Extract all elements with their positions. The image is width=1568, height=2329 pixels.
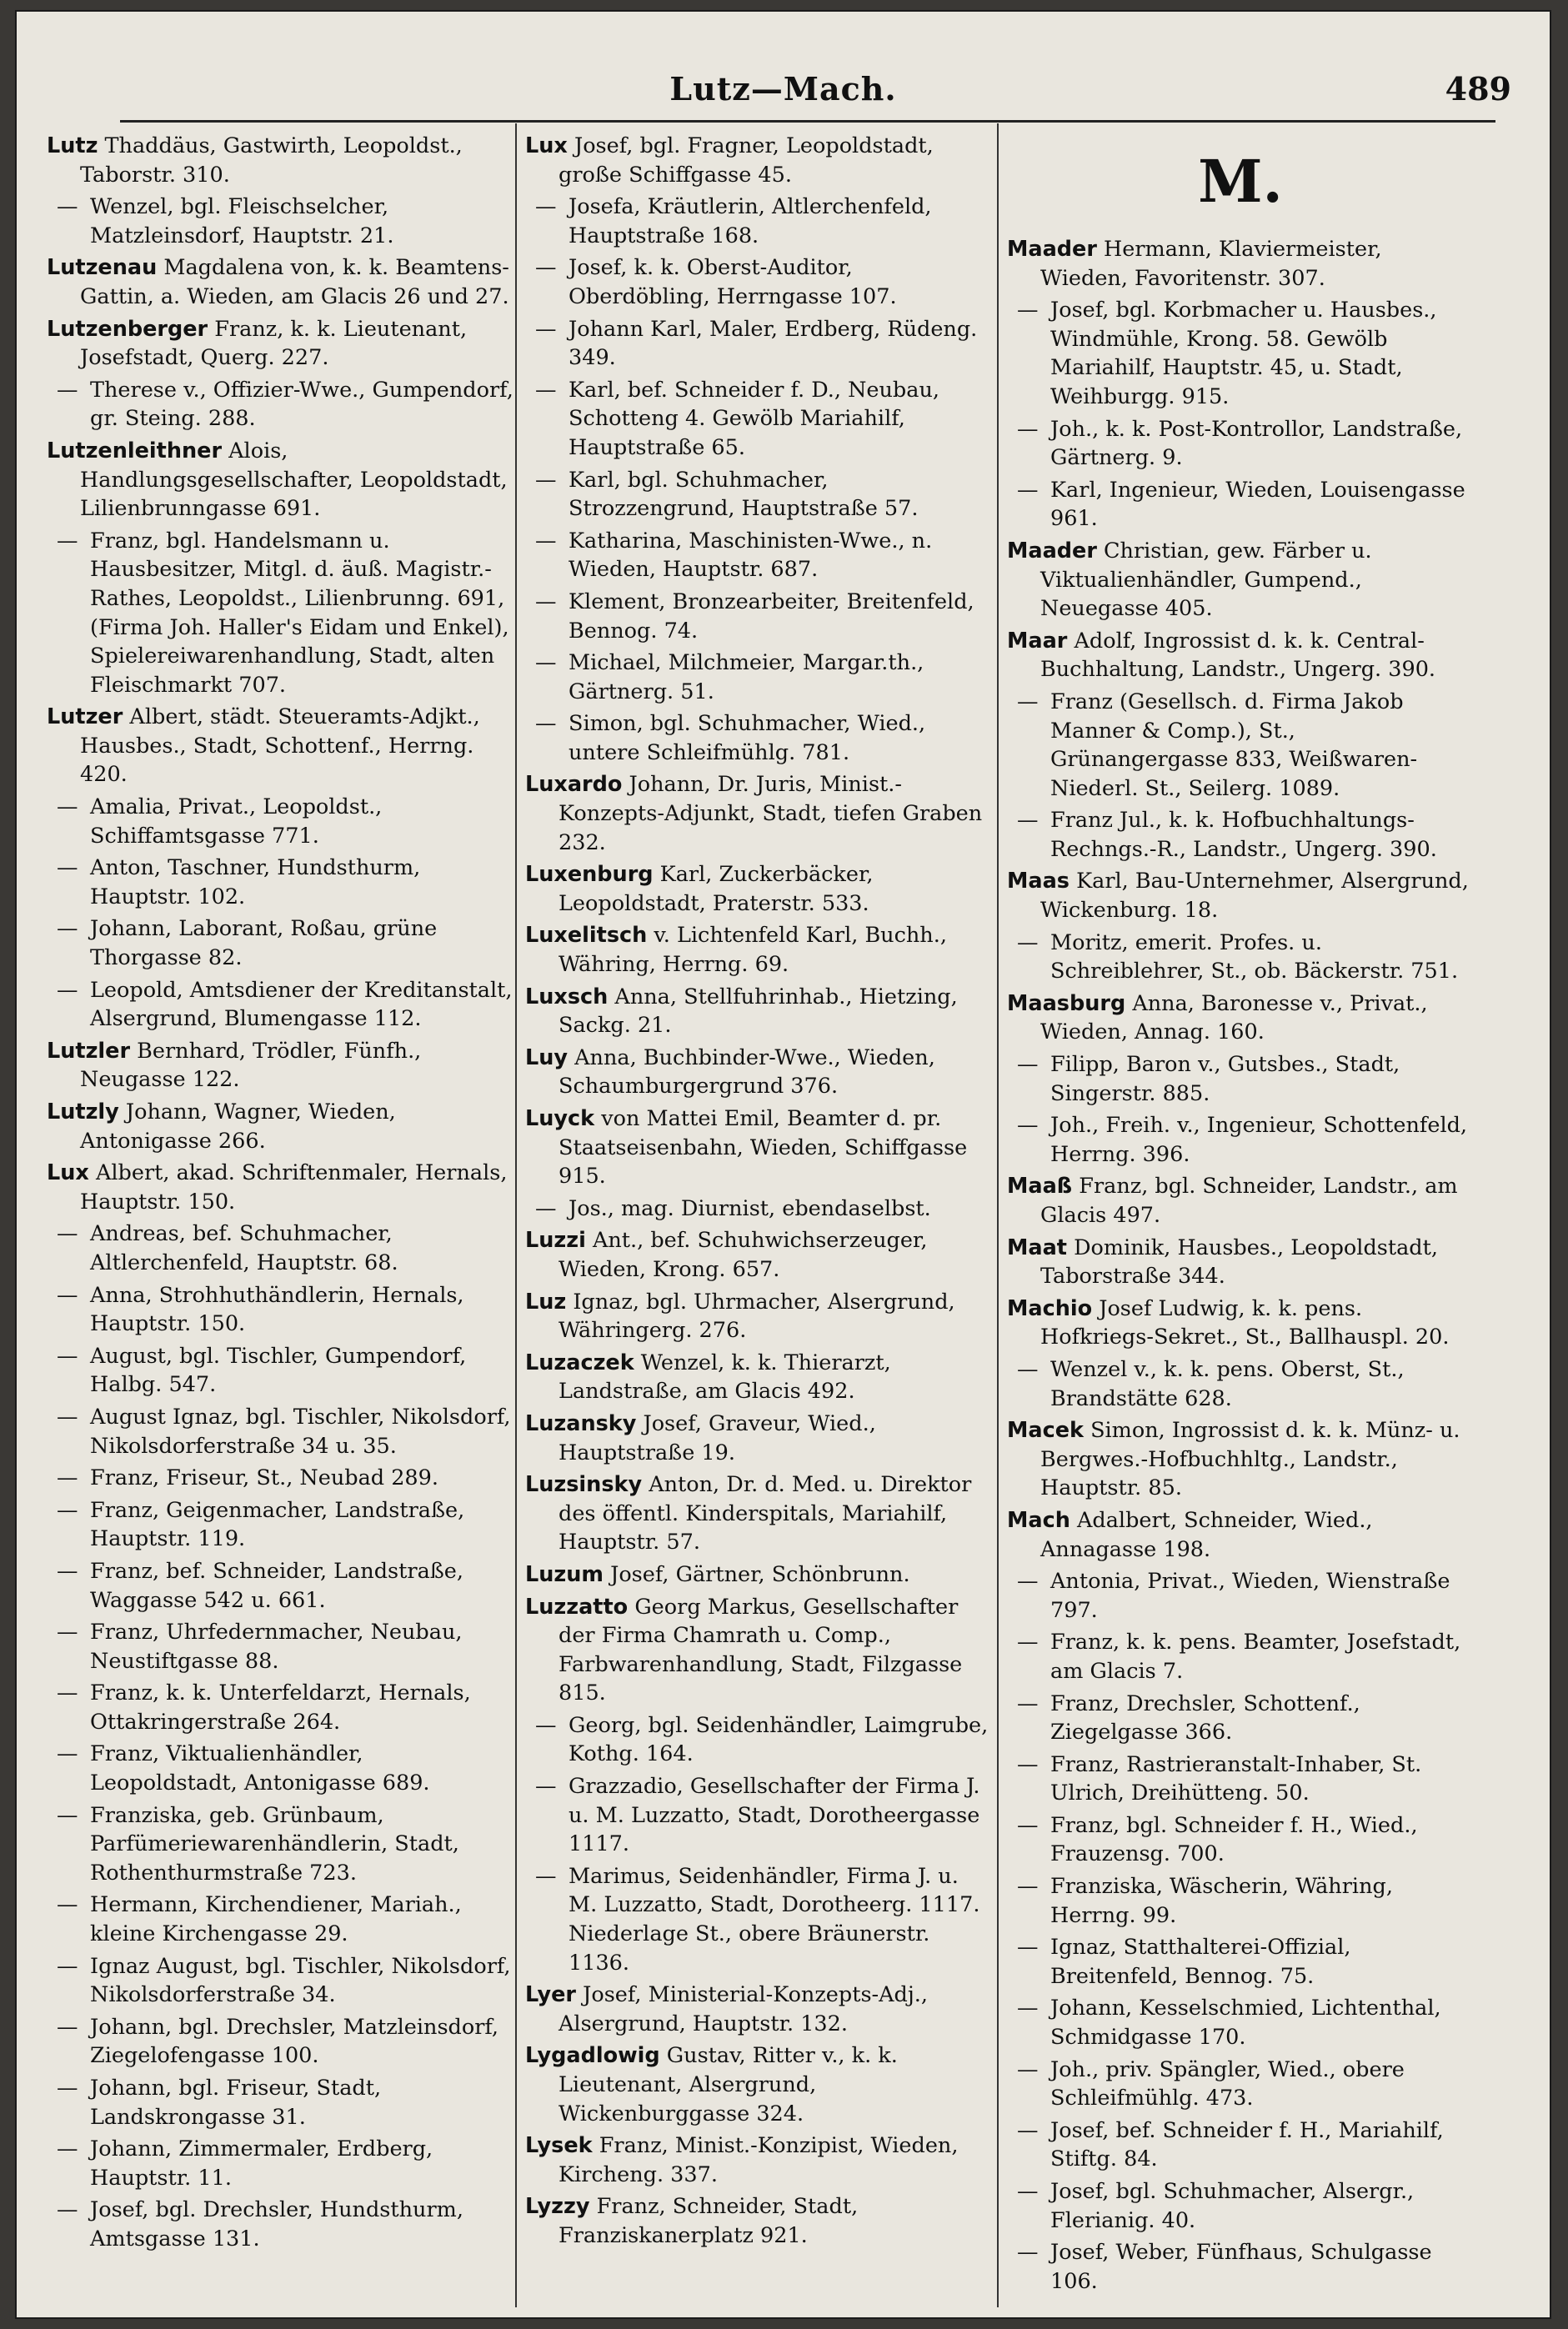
directory-entry	[1007, 537, 1474, 624]
entry-text: Bernhard, Trödler, Fünfh., Neugasse 122.	[80, 1038, 422, 1093]
directory-entry	[47, 527, 513, 700]
directory-page	[15, 10, 1551, 2319]
ditto-dash: —	[535, 1863, 557, 1889]
entry-text: Franziska, geb. Grünbaum, Parfümeriewarenhändlerin, Stadt, Rothenthurmstraße 723.	[90, 1802, 459, 1886]
entry-surname: Maasburg	[1007, 990, 1126, 1016]
entry-text: Georg, bgl. Seidenhändler, Laimgrube, Kothg. 164.	[569, 1712, 989, 1767]
directory-entry	[525, 1862, 992, 1977]
entry-text: Josef, bgl. Drechsler, Hundsthurm, Amtsgasse 131.	[90, 2197, 463, 2251]
directory-entry	[47, 2196, 513, 2253]
entry-surname: Luzsinsky	[525, 1472, 643, 1498]
entry-surname: Luyck	[525, 1106, 595, 1131]
entry-text: Adalbert, Schneider, Wied., Annagasse 198.	[1040, 1507, 1373, 1562]
entry-text: Therese v., Offizier-Wwe., Gumpendorf, gr. Steing. 288.	[90, 377, 513, 432]
entry-text: Ignaz August, bgl. Tischler, Nikolsdorf, Nikolsdorferstraße 34.	[90, 1953, 511, 2008]
directory-entry	[47, 914, 513, 972]
directory-entry	[47, 376, 513, 433]
directory-entry	[525, 1981, 992, 2038]
directory-entry	[525, 1349, 992, 1406]
entry-text: Jos., mag. Diurnist, ebendaselbst.	[569, 1195, 931, 1221]
directory-entry	[1007, 1751, 1474, 1808]
ditto-dash: —	[57, 916, 78, 942]
ditto-dash: —	[535, 1195, 557, 1221]
entry-text: Hermann, Klaviermeister, Wieden, Favoritenstr. 307.	[1040, 237, 1382, 291]
ditto-dash: —	[57, 1620, 78, 1645]
directory-entry	[1007, 476, 1474, 533]
ditto-dash: —	[1017, 929, 1039, 955]
entry-text: Christian, gew. Färber u. Viktualienhändler, Gumpend., Neuegasse 405.	[1040, 538, 1372, 622]
directory-entry	[1007, 867, 1474, 924]
ditto-dash: —	[57, 1741, 78, 1767]
ditto-dash: —	[535, 377, 557, 403]
entry-text: Simon, bgl. Schuhmacher, Wied., untere Schleifmühlg. 781.	[569, 711, 926, 765]
entry-text: Simon, Ingrossist d. k. k. Münz- u. Bergwes.-Hofbuchhltg., Landstr., Hauptstr. 85.	[1040, 1418, 1460, 1501]
entry-text: Franz Jul., k. k. Hofbuchhaltungs-Rechngs.-R., Landstr., Ungerg. 390.	[1050, 808, 1437, 862]
entry-surname: Maader	[1007, 237, 1097, 262]
entry-text: Marimus, Seidenhändler, Firma J. u. M. Luzzatto, Stadt, Dorotheerg. 1117. Niederlage St., obere Bräunerstr. 1136.	[569, 1863, 980, 1976]
entry-text: Franz, Drechsler, Schottenf., Ziegelgasse 366.	[1050, 1690, 1360, 1745]
entry-text: Franz, Friseur, St., Neubad 289.	[90, 1465, 438, 1491]
page-header	[15, 70, 1551, 120]
entry-text: Joh., k. k. Post-Kontrollor, Landstraße, Gärtnerg. 9.	[1050, 416, 1463, 471]
column-2	[525, 132, 992, 2254]
entry-surname: Mach	[1007, 1507, 1070, 1533]
ditto-dash: —	[1017, 1751, 1039, 1777]
ditto-dash: —	[535, 650, 557, 676]
header-rule	[120, 120, 1495, 123]
entry-text: Josef, bef. Schneider f. H., Mariahilf, Stiftg. 84.	[1050, 2117, 1444, 2172]
directory-entry	[47, 854, 513, 911]
directory-entry	[47, 2074, 513, 2131]
directory-entry	[525, 1226, 992, 1284]
directory-entry	[47, 1740, 513, 1797]
entry-surname: Luxardo	[525, 772, 623, 798]
directory-entry	[47, 1220, 513, 1277]
entry-text: Ant., bef. Schuhwichserzeuger, Wieden, Krong. 657.	[559, 1228, 928, 1282]
directory-entry	[525, 1195, 992, 1224]
ditto-dash: —	[1017, 477, 1039, 503]
entry-surname: Luxsch	[525, 984, 609, 1009]
ditto-dash: —	[1017, 2117, 1039, 2143]
directory-entry	[47, 253, 513, 311]
directory-entry	[1007, 1933, 1474, 1991]
directory-entry	[525, 860, 992, 918]
entry-text: Wenzel v., k. k. pens. Oberst, St., Brandstätte 628.	[1050, 1356, 1405, 1411]
directory-entry	[525, 2041, 992, 2128]
entry-text: August, bgl. Tischler, Gumpendorf, Halbg. 547.	[90, 1343, 467, 1398]
entry-text: Anton, Dr. d. Med. u. Direktor des öffentl. Kinderspitals, Mariahilf, Hauptstr. 57.	[559, 1472, 972, 1555]
entry-surname: Lux	[525, 133, 568, 158]
entry-text: Anna, Buchbinder-Wwe., Wieden, Schaumburgergrund 376.	[559, 1044, 935, 1099]
directory-entry	[525, 253, 992, 311]
entry-text: Andreas, bef. Schuhmacher, Altlerchenfeld, Hauptstr. 68.	[90, 1221, 398, 1275]
directory-entry	[1007, 235, 1474, 293]
directory-entry	[1007, 688, 1474, 803]
directory-entry	[525, 709, 992, 767]
ditto-dash: —	[535, 194, 557, 220]
entry-text: Franz (Gesellsch. d. Firma Jakob Manner & Comp.), St., Grünangergasse 833, Weißwaren-Niederl. St., Seilerg. 1089.	[1050, 689, 1418, 801]
ditto-dash: —	[1017, 2056, 1039, 2082]
entry-surname: Maaß	[1007, 1174, 1073, 1200]
entry-surname: Lutzler	[47, 1038, 131, 1064]
entry-surname: Luxenburg	[525, 862, 654, 888]
entry-text: Franz, Schneider, Stadt, Franziskanerplatz 921.	[559, 2194, 859, 2248]
entry-text: Franz, bgl. Handelsmann u. Hausbesitzer, Mitgl. d. äuß. Magistr.-Rathes, Leopoldst., Lilienbrunng. 691, (Firma Joh. Haller's Eidam und Enkel), Spielereiwarenhandlung, Stadt, alten Fleischmarkt 707.	[90, 528, 509, 698]
section-letter-heading: M.	[1198, 147, 1283, 216]
directory-entry	[47, 1557, 513, 1615]
entry-text: Franz, bgl. Schneider, Landstr., am Glacis 497.	[1040, 1174, 1458, 1228]
entry-text: Josef, bgl. Fragner, Leopoldstadt, große Schiffgasse 45.	[559, 133, 934, 188]
column-3	[1007, 132, 1474, 2299]
directory-entry	[47, 793, 513, 850]
directory-entry	[1007, 1506, 1474, 1564]
directory-entry	[525, 315, 992, 373]
directory-entry	[47, 2013, 513, 2071]
directory-entry	[47, 2135, 513, 2192]
entry-surname: Lutzenberger	[47, 316, 208, 342]
directory-entry	[525, 376, 992, 463]
entry-text: Franz, bef. Schneider, Landstraße, Waggasse 542 u. 661.	[90, 1558, 464, 1613]
column-divider	[515, 123, 517, 2307]
page-number: 489	[1445, 70, 1511, 108]
entry-text: Ignaz, bgl. Uhrmacher, Alsergrund, Währingerg. 276.	[559, 1289, 955, 1344]
directory-entry	[47, 1952, 513, 2010]
entry-surname: Maas	[1007, 869, 1070, 894]
directory-entry	[525, 1410, 992, 1467]
ditto-dash: —	[1017, 689, 1039, 714]
directory-entry	[47, 132, 513, 189]
ditto-dash: —	[535, 1712, 557, 1738]
ditto-dash: —	[535, 528, 557, 553]
directory-entry	[525, 1593, 992, 1708]
directory-entry	[525, 1560, 992, 1590]
entry-text: Josef, bgl. Korbmacher u. Hausbes., Windmühle, Krong. 58. Gewölb Mariahilf, Hauptstr. 45, u. Stadt, Weihburgg. 915.	[1050, 298, 1437, 409]
directory-entry	[1007, 2177, 1474, 2235]
directory-entry	[1007, 1355, 1474, 1413]
directory-entry	[525, 1288, 992, 1345]
ditto-dash: —	[535, 467, 557, 493]
ditto-dash: —	[1017, 298, 1039, 323]
ditto-dash: —	[57, 1282, 78, 1308]
ditto-dash: —	[57, 2014, 78, 2040]
entry-text: Franz, Viktualienhändler, Leopoldstadt, Antonigasse 689.	[90, 1741, 430, 1796]
ditto-dash: —	[1017, 416, 1039, 442]
entry-text: Josef, k. k. Oberst-Auditor, Oberdöbling, Herrngasse 107.	[569, 255, 897, 309]
entry-text: Josef, Weber, Fünfhaus, Schulgasse 106.	[1050, 2240, 1432, 2294]
entry-text: Magdalena von, k. k. Beamtens-Gattin, a. Wieden, am Glacis 26 und 27.	[80, 255, 509, 309]
entry-surname: Luzaczek	[525, 1350, 634, 1375]
entry-surname: Lysek	[525, 2133, 593, 2159]
entry-text: Alois, Handlungsgesellschafter, Leopoldstadt, Lilienbrunngasse 691.	[80, 438, 508, 522]
directory-entry	[525, 2192, 992, 2250]
directory-entry	[1007, 415, 1474, 473]
directory-entry	[525, 527, 992, 584]
ditto-dash: —	[1017, 1690, 1039, 1716]
ditto-dash: —	[57, 1343, 78, 1369]
entry-text: Franz, Rastrieranstalt-Inhaber, St. Ulrich, Dreihütteng. 50.	[1050, 1751, 1422, 1806]
ditto-dash: —	[1017, 2240, 1039, 2266]
directory-entry	[525, 588, 992, 645]
entry-text: Josef, Gärtner, Schönbrunn.	[610, 1561, 910, 1587]
ditto-dash: —	[1017, 1874, 1039, 1900]
directory-entry	[1007, 296, 1474, 411]
directory-entry	[1007, 929, 1474, 986]
directory-entry	[525, 1044, 992, 1101]
ditto-dash: —	[57, 1404, 78, 1430]
entry-text: Franziska, Wäscherin, Währing, Herrng. 99.	[1050, 1874, 1393, 1928]
ditto-dash: —	[1017, 1356, 1039, 1382]
directory-entry	[47, 193, 513, 250]
entry-text: Katharina, Maschinisten-Wwe., n. Wieden, Hauptstr. 687.	[569, 528, 933, 583]
ditto-dash: —	[1017, 1052, 1039, 1078]
entry-text: Franz, Minist.-Konzipist, Wieden, Kircheng. 337.	[559, 2133, 959, 2187]
directory-entry	[47, 437, 513, 523]
directory-entry	[47, 1037, 513, 1094]
entry-text: Hermann, Kirchendiener, Mariah., kleine Kirchengasse 29.	[90, 1892, 462, 1947]
entry-text: Johann, Laborant, Roßau, grüne Thorgasse 82.	[90, 916, 438, 971]
directory-entry	[525, 1772, 992, 1859]
ditto-dash: —	[57, 377, 78, 403]
directory-entry	[47, 1342, 513, 1400]
entry-surname: Lutzenau	[47, 255, 158, 281]
entry-text: Johann, bgl. Drechsler, Matzleinsdorf, Ziegelofengasse 100.	[90, 2014, 499, 2069]
directory-entry	[525, 921, 992, 979]
directory-entry	[1007, 1416, 1474, 1503]
directory-entry	[47, 1159, 513, 1216]
entry-text: Josefa, Kräutlerin, Altlerchenfeld, Hauptstraße 168.	[569, 194, 932, 248]
entry-text: Karl, Ingenieur, Wieden, Louisengasse 961.	[1050, 477, 1465, 532]
entry-surname: Lutzly	[47, 1099, 119, 1124]
ditto-dash: —	[57, 794, 78, 820]
directory-entry	[1007, 1872, 1474, 1930]
directory-entry	[525, 2131, 992, 2189]
directory-entry	[525, 983, 992, 1040]
entry-text: Josef, Ministerial-Konzepts-Adj., Alsergrund, Hauptstr. 132.	[559, 1982, 929, 2036]
directory-entry	[1007, 1690, 1474, 1747]
entry-text: Grazzadio, Gesellschafter der Firma J. u. M. Luzzatto, Stadt, Dorotheergasse 1117.	[569, 1774, 980, 1857]
entry-surname: Lyzzy	[525, 2194, 590, 2220]
entry-text: Johann, Zimmermaler, Erdberg, Hauptstr. 11.	[90, 2136, 433, 2191]
entry-text: Karl, bgl. Schuhmacher, Strozzengrund, Hauptstraße 57.	[569, 467, 919, 522]
entry-text: Klement, Bronzearbeiter, Breitenfeld, Bennog. 74.	[569, 589, 974, 644]
entry-text: Wenzel, bgl. Fleischselcher, Matzleinsdorf, Hauptstr. 21.	[90, 194, 394, 248]
entry-text: Karl, Bau-Unternehmer, Alsergrund, Wickenburg. 18.	[1040, 869, 1469, 924]
entry-text: Johann, Kesselschmied, Lichtenthal, Schmidgasse 170.	[1050, 1996, 1441, 2051]
entry-text: Johann, Wagner, Wieden, Antonigasse 266.	[80, 1099, 396, 1154]
directory-entry	[525, 132, 992, 189]
ditto-dash: —	[57, 1558, 78, 1584]
entry-text: Filipp, Baron v., Gutsbes., Stadt, Singerstr. 885.	[1050, 1052, 1400, 1106]
ditto-dash: —	[57, 2076, 78, 2101]
entry-text: Anna, Strohhuthändlerin, Hernals, Hauptstr. 150.	[90, 1282, 464, 1337]
entry-text: Antonia, Privat., Wieden, Wienstraße 797.	[1050, 1569, 1450, 1623]
ditto-dash: —	[57, 1680, 78, 1706]
entry-surname: Lutz	[47, 133, 98, 158]
entry-surname: Lyer	[525, 1982, 577, 2008]
entry-surname: Lutzenleithner	[47, 438, 223, 463]
directory-entry	[47, 1891, 513, 1948]
ditto-dash: —	[57, 528, 78, 553]
ditto-dash: —	[535, 255, 557, 281]
entry-text: Johann, Dr. Juris, Minist.-Konzepts-Adjunkt, Stadt, tiefen Graben 232.	[559, 772, 983, 855]
entry-text: Gustav, Ritter v., k. k. Lieutenant, Alsergrund, Wickenburggasse 324.	[559, 2043, 898, 2126]
entry-text: Thaddäus, Gastwirth, Leopoldst., Taborstr. 310.	[80, 133, 463, 188]
entry-surname: Lutzer	[47, 704, 123, 730]
ditto-dash: —	[535, 711, 557, 737]
ditto-dash: —	[535, 589, 557, 614]
entry-text: Adolf, Ingrossist d. k. k. Central-Buchhaltung, Landstr., Ungerg. 390.	[1040, 628, 1436, 683]
entry-text: Franz, Geigenmacher, Landstraße, Hauptstr. 119.	[90, 1497, 465, 1552]
directory-entry	[47, 976, 513, 1034]
entry-text: Josef Ludwig, k. k. pens. Hofkriegs-Sekret., St., Ballhauspl. 20.	[1040, 1295, 1450, 1350]
entry-surname: Macek	[1007, 1418, 1084, 1444]
entry-text: Johann Karl, Maler, Erdberg, Rüdeng. 349.	[569, 316, 978, 371]
running-title: Lutz—Mach.	[669, 70, 897, 108]
directory-entry	[525, 770, 992, 857]
entry-text: Franz, k. k. Unterfeldarzt, Hernals, Ottakringerstraße 264.	[90, 1680, 471, 1735]
column-1	[47, 132, 513, 2257]
entry-surname: Luz	[525, 1289, 567, 1315]
entry-text: Amalia, Privat., Leopoldst., Schiffamtsgasse 771.	[90, 794, 383, 849]
ditto-dash: —	[1017, 808, 1039, 834]
entry-text: Michael, Milchmeier, Margar.th., Gärtnerg. 51.	[569, 650, 924, 704]
directory-entry	[47, 1496, 513, 1554]
directory-entry	[1007, 1811, 1474, 1869]
ditto-dash: —	[1017, 1935, 1039, 1961]
directory-entry	[525, 1711, 992, 1769]
ditto-dash: —	[57, 1953, 78, 1979]
ditto-dash: —	[57, 1221, 78, 1247]
entry-text: Josef, bgl. Schuhmacher, Alsergr., Flerianig. 40.	[1050, 2179, 1415, 2233]
entry-text: Dominik, Hausbes., Leopoldstadt, Taborstraße 344.	[1040, 1235, 1438, 1290]
directory-entry	[1007, 1628, 1474, 1685]
entry-surname: Lux	[47, 1160, 89, 1186]
entry-text: Wenzel, k. k. Thierarzt, Landstraße, am Glacis 492.	[559, 1350, 891, 1405]
ditto-dash: —	[535, 1774, 557, 1800]
entry-text: Moritz, emerit. Profes. u. Schreiblehrer, St., ob. Bäckerstr. 751.	[1050, 929, 1459, 984]
entry-text: Franz, k. k. pens. Beamter, Josefstadt, am Glacis 7.	[1050, 1630, 1461, 1684]
directory-entry	[525, 1470, 992, 1557]
entry-text: Johann, bgl. Friseur, Stadt, Landskrongasse 31.	[90, 2076, 382, 2130]
directory-entry	[1007, 1994, 1474, 2051]
directory-entry	[1007, 2116, 1474, 2174]
entry-text: Franz, k. k. Lieutenant, Josefstadt, Querg. 227.	[80, 316, 468, 371]
entry-surname: Maat	[1007, 1235, 1067, 1260]
ditto-dash: —	[57, 977, 78, 1003]
ditto-dash: —	[57, 855, 78, 881]
entry-text: v. Lichtenfeld Karl, Buchh., Währing, Herrng. 69.	[559, 923, 947, 978]
entry-text: von Mattei Emil, Beamter d. pr. Staatseisenbahn, Wieden, Schiffgasse 915.	[559, 1106, 968, 1190]
ditto-dash: —	[1017, 1569, 1039, 1595]
entry-text: Ignaz, Statthalterei-Offizial, Breitenfeld, Bennog. 75.	[1050, 1935, 1351, 1989]
entry-surname: Maar	[1007, 628, 1068, 654]
entry-text: Karl, bef. Schneider f. D., Neubau, Schotteng 4. Gewölb Mariahilf, Hauptstraße 65.	[569, 377, 939, 460]
directory-entry	[1007, 2238, 1474, 2296]
entry-surname: Luzzi	[525, 1228, 586, 1254]
ditto-dash: —	[1017, 1113, 1039, 1139]
entry-surname: Maader	[1007, 538, 1097, 563]
directory-entry	[47, 1281, 513, 1339]
ditto-dash: —	[1017, 2179, 1039, 2204]
entry-text: Leopold, Amtsdiener der Kreditanstalt, Alsergrund, Blumengasse 112.	[90, 977, 513, 1032]
directory-entry	[525, 649, 992, 706]
directory-entry	[525, 193, 992, 250]
ditto-dash: —	[57, 2197, 78, 2223]
directory-entry	[1007, 2056, 1474, 2113]
ditto-dash: —	[57, 1497, 78, 1523]
directory-entry	[1007, 1111, 1474, 1169]
entry-surname: Luzzatto	[525, 1594, 629, 1620]
directory-entry	[47, 1464, 513, 1493]
directory-entry	[1007, 1172, 1474, 1230]
entry-text: Georg Markus, Gesellschafter der Firma Chamrath u. Comp., Farbwarenhandlung, Stadt, Filzgasse 815.	[559, 1594, 963, 1706]
directory-entry	[525, 1104, 992, 1191]
column-divider	[997, 123, 999, 2307]
entry-text: Joh., priv. Spängler, Wied., obere Schleifmühlg. 473.	[1050, 2056, 1405, 2111]
entry-text: Joh., Freih. v., Ingenieur, Schottenfeld, Herrng. 396.	[1050, 1113, 1468, 1167]
directory-entry	[1007, 1567, 1474, 1625]
entry-text: Anton, Taschner, Hundsthurm, Hauptstr. 102.	[90, 855, 421, 909]
entry-text: Josef, Graveur, Wied., Hauptstraße 19.	[559, 1410, 876, 1465]
ditto-dash: —	[57, 1802, 78, 1828]
directory-entry	[47, 315, 513, 373]
ditto-dash: —	[1017, 1996, 1039, 2021]
entry-surname: Machio	[1007, 1295, 1093, 1321]
directory-entry	[47, 1403, 513, 1460]
directory-entry	[1007, 1295, 1474, 1352]
entry-text: Albert, akad. Schriftenmaler, Hernals, Hauptstr. 150.	[80, 1160, 508, 1215]
directory-entry	[47, 1801, 513, 1888]
entry-surname: Luxelitsch	[525, 923, 648, 949]
entry-text: Karl, Zuckerbäcker, Leopoldstadt, Praterstr. 533.	[559, 862, 874, 916]
directory-entry	[47, 1098, 513, 1155]
directory-entry	[1007, 627, 1474, 684]
directory-entry	[1007, 1234, 1474, 1291]
directory-entry	[47, 703, 513, 789]
ditto-dash: —	[57, 2136, 78, 2162]
directory-entry	[47, 1618, 513, 1675]
ditto-dash: —	[57, 1892, 78, 1918]
entry-text: Anna, Stellfuhrinhab., Hietzing, Sackg. 21.	[559, 984, 958, 1039]
entry-text: August Ignaz, bgl. Tischler, Nikolsdorf, Nikolsdorferstraße 34 u. 35.	[90, 1404, 511, 1459]
directory-entry	[1007, 1050, 1474, 1108]
ditto-dash: —	[1017, 1812, 1039, 1838]
entry-text: Anna, Baronesse v., Privat., Wieden, Annag. 160.	[1040, 990, 1428, 1045]
entry-text: Franz, Uhrfedernmacher, Neubau, Neustiftgasse 88.	[90, 1620, 463, 1674]
directory-entry	[47, 1679, 513, 1736]
directory-entry	[1007, 989, 1474, 1047]
entry-surname: Luzansky	[525, 1410, 637, 1436]
ditto-dash: —	[535, 316, 557, 342]
directory-entry	[1007, 806, 1474, 864]
directory-entry	[525, 466, 992, 523]
ditto-dash: —	[57, 194, 78, 220]
entry-surname: Luy	[525, 1044, 569, 1070]
ditto-dash: —	[1017, 1630, 1039, 1655]
entry-surname: Luzum	[525, 1561, 604, 1587]
entry-text: Albert, städt. Steueramts-Adjkt., Hausbes., Stadt, Schottenf., Herrng. 420.	[80, 704, 480, 788]
entry-surname: Lygadlowig	[525, 2043, 660, 2069]
entry-text: Franz, bgl. Schneider f. H., Wied., Frauzensg. 700.	[1050, 1812, 1418, 1867]
ditto-dash: —	[57, 1465, 78, 1491]
